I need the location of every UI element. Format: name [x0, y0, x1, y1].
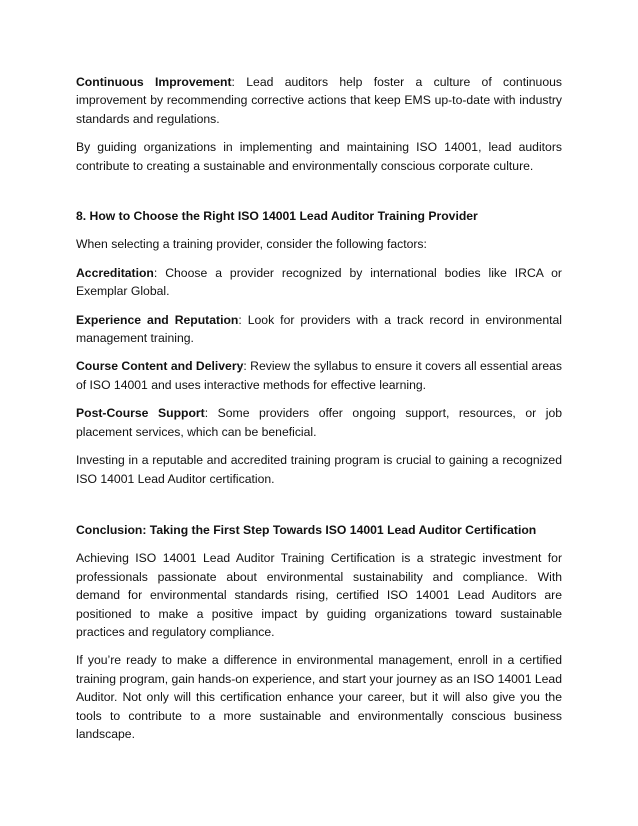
factor-accreditation: [76, 264, 562, 301]
section-8-intro: When selecting a training provider, consider the following factors:: [76, 237, 427, 252]
conclusion-heading: Conclusion: Taking the First Step Towards ISO 14001 Lead Auditor Certification: [76, 522, 537, 537]
continuous-improvement-text: : Lead auditors help foster a culture of continuous improvement by recommending corrective actions that keep EMS up-to-date with industry standards and regulations.: [76, 75, 562, 126]
factor-course-content: [76, 357, 562, 394]
factor-term: Course Content and Delivery: [76, 359, 244, 374]
section-8-heading: 8. How to Choose the Right ISO 14001 Lead Auditor Training Provider: [76, 209, 478, 224]
document-page: [76, 73, 562, 753]
factor-text: : Look for providers with a track record in environmental management training.: [76, 312, 562, 346]
factor-experience: [76, 311, 562, 348]
factor-text: : Review the syllabus to ensure it covers all essential areas of ISO 14001 and uses interactive methods for effective learning.: [76, 359, 562, 392]
continuous-improvement-paragraph: [76, 73, 562, 128]
continuous-improvement-term: Continuous Improvement: [76, 75, 232, 89]
factor-term: Accreditation: [76, 265, 154, 280]
factor-term: Experience and Reputation: [76, 312, 239, 327]
factor-text: : Some providers offer ongoing support, resources, or job placement services, which can be beneficial.: [76, 406, 562, 439]
factor-term: Post-Course Support: [76, 406, 205, 421]
factor-post-course: [76, 404, 562, 441]
summary-paragraph: By guiding organizations in implementing and maintaining ISO 14001, lead auditors contribute to creating a sustainable and environmentally conscious corporate culture.: [76, 140, 562, 173]
section-8-closing: Investing in a reputable and accredited training program is crucial to gaining a recognized ISO 14001 Lead Auditor certification.: [76, 453, 562, 486]
factor-text: : Choose a provider recognized by international bodies like IRCA or Exemplar Global.: [76, 265, 562, 299]
conclusion-paragraph-2: If you’re ready to make a difference in environmental management, enroll in a certified training program, gain hands-on experience, and start your journey as an ISO 14001 Lead Auditor. Not only will this certification enhance your career, but it will also give you the tools to contribute to a more sustainable and environmentally conscious business landscape.: [76, 653, 562, 741]
conclusion-paragraph-1: Achieving ISO 14001 Lead Auditor Training Certification is a strategic investment for professionals passionate about environmental sustainability and compliance. With demand for environmental standards rising, certified ISO 14001 Lead Auditors are positioned to make a positive impact by guiding organizations toward sustainable practices and regulatory compliance.: [76, 551, 562, 639]
